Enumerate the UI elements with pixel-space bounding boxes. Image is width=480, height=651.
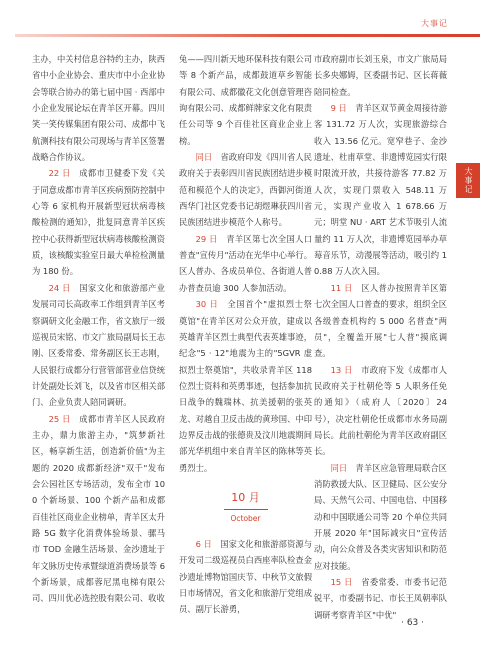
column-1 xyxy=(32,51,165,607)
column-2 xyxy=(179,51,312,618)
entry-date: 同日 xyxy=(195,152,213,163)
running-head: 大事记 xyxy=(421,19,448,28)
entry-text: 主办，中关村信息谷特约主办，陕西省中小企业协会、重庆市中小企业协会等联合协办的第七届中国 · 西部中小企业发展论坛在青羊区开幕。四川笑一笑传媒集团有限公司、成都中飞航测科技有限公司现场与青羊区签署战略合作协议。 xyxy=(32,54,165,163)
entry-text: 青羊区应急管理局联合区消防救援大队、区卫健局、区公安分局、天然气公司、中国电信、中国移动和中国联通公司等 20 个单位共同开展 2020 年"国际减灾日"宣传活动，向公众普及各类灾害知识和防范应对技能。 xyxy=(314,462,447,571)
entry-text: 青羊区第七次全国人口普查"宣传月"活动在光华中心举行。区人普办、各成员单位、各街道人普办普查员逾 300 人参加活动。 xyxy=(179,233,312,293)
entry-date: 9 日 xyxy=(330,103,347,114)
chronicle-entry xyxy=(179,231,312,296)
chronicle-entry xyxy=(179,149,312,231)
entry-date: 11 日 xyxy=(330,282,353,293)
chronicle-entry xyxy=(179,296,312,476)
chronicle-entry xyxy=(32,280,165,411)
header-accent-band xyxy=(15,34,480,37)
entry-date: 13 日 xyxy=(330,364,353,375)
chronicle-entry xyxy=(32,51,165,165)
entry-text: 成都市卫健委下发《关于同意成都市青羊区疾病预防控制中心等 6 家机构开展新型冠状病毒核酸检测的通知》，批复同意青羊区疾控中心获得新型冠状病毒核酸检测资质，该核酸实验室日最大单检检测量为 180 份。 xyxy=(32,168,165,277)
entry-date: 6 日 xyxy=(195,538,212,549)
entry-date: 22 日 xyxy=(48,168,71,179)
entry-date: 29 日 xyxy=(195,233,218,244)
chronicle-entry xyxy=(314,100,447,280)
entry-text: 青羊区双节黄金周接待游客 131.72 万人次，实现旅游综合收入 13.56 亿元。宽窄巷子、金沙遗址、杜甫草堂、非遗博览园实行限时限流开放，共接待游客 77.82 万人次，实现门票收入 548.11 万元，实现产业收入 1 678.66 万元；明堂 NU · ART 艺术节吸引人流量约 11 万人次，非遗博览园举办草莓音乐节，动漫展等活动，吸引约 10.88 万人次入园。 xyxy=(314,103,447,277)
page-number: · 63 · xyxy=(401,618,424,628)
chronicle-entry xyxy=(314,460,447,574)
month-subtitle: October xyxy=(230,513,261,523)
column-3 xyxy=(314,51,447,623)
month-heading xyxy=(179,490,312,524)
entry-date: 同日 xyxy=(330,462,348,473)
side-section-tab: 大事记 xyxy=(456,163,480,198)
entry-text: 市政府下发《成都市人民政府关于杜朝伦等 5 人职务任免的通知》（成府人〔2020〕24 号），决定杜朝伦任成都市水务局副局长。此前杜朝伦为青羊区政府副区长。 xyxy=(314,364,447,457)
entry-date: 30 日 xyxy=(195,299,219,310)
chronicle-entry xyxy=(314,280,447,362)
entry-text: 市政府副市长刘玉泉，市文广旅局局长多央娜姆，区委副书记、区长蒋薇陪同检查。 xyxy=(314,54,447,97)
entry-text: 省政府印发《四川省人民政府关于表彰四川省民族团结进步模范和模范个人的决定》，西御河街道西华门社区党委书记胡煜琳获四川省民族团结进步模范个人称号。 xyxy=(179,152,312,228)
chronicle-entry xyxy=(314,574,447,623)
chronicle-entry xyxy=(179,536,312,618)
chronicle-entry xyxy=(314,51,447,100)
entry-date: 24 日 xyxy=(48,282,71,293)
month-divider xyxy=(224,509,268,510)
chronicle-entry xyxy=(32,411,165,607)
entry-text: 国家文化和旅游部产业发展司司长高政率工作组到青羊区考察调研文化金融工作，省文旅厅一级巡视员宋铭、市文广旅局副局长王志刚、区委常委、常务副区长王志刚，人民银行成都分行营管部营业信贷统计处副处长刘飞，以及省市区相关部门、企业负责人陪同调研。 xyxy=(32,282,165,408)
entry-text: 区人普办按照青羊区第七次全国人口普查的要求，组织全区各级普查机构约 5 000 名普查"两员"，全覆盖开展"七人普"摸底调查。 xyxy=(314,282,447,359)
chronicle-entry xyxy=(314,362,447,460)
chronicle-entry xyxy=(32,165,165,279)
entry-text: 省委常委、市委书记范锐平，市委副书记、市长王凤朝率队调研考察青羊区"中优" xyxy=(314,577,447,620)
entry-date: 25 日 xyxy=(48,413,71,424)
month-title: 10 月 xyxy=(231,490,260,504)
chronicle-entry xyxy=(179,51,312,149)
entry-text: 兔——四川新天地环保科技有限公司等 8 个新产品，成都鼓道草乡智能有限公司、成都徽花文化创意管理咨询有限公司、成都鲜牌家文化有限责任公司等 9 个百佳社区商业企业上榜。 xyxy=(179,54,312,146)
entry-text: 成都市青羊区人民政府主办，鼎力旅游主办，"筑梦新社区，畅享新生活，创造新价值"为主题的 2020 成都新经济"双千"发布会公园社区专场活动，发布全市 100 个新场景、100 个新产品和成都百佳社区商业企业榜单，青羊区太升路 5G 数字化消费体验场景、骡马市 TOD 金融生活场景、金沙遗址于年文脉历史传承暨绿道消费场景等 6 个新场景，成都蓉尼黑电梯有限公司、四川优必选控股有限公司、收收 xyxy=(32,413,165,604)
entry-text: 国家文化和旅游部资源与开发司二级巡视员白西座率队检查金沙遗址博物馆国庆节、中秋节文旅假日市场情况，省文化和旅游厅党组成员、副厅长游勇， xyxy=(179,538,312,615)
entry-text: 全国首个"虚拟烈士祭奠馆"在青羊区对公众开放，建成以英雄青羊区烈士典型代表英雄事迹，纪念"5 · 12"地震为主的"5GVR 虚拟烈士祭奠馆"，共收录青羊区 118 位烈士资料和英勇事迹，包括参加抗日战争的魏瑞林、抗美援朝的张英龙、对越自卫反击战的黄珍国、中印边界反击战的张德贵及汶川地震期间部光华机组中来自青羊区的陈林等英勇烈士。 xyxy=(179,299,312,473)
entry-date: 15 日 xyxy=(330,577,353,587)
